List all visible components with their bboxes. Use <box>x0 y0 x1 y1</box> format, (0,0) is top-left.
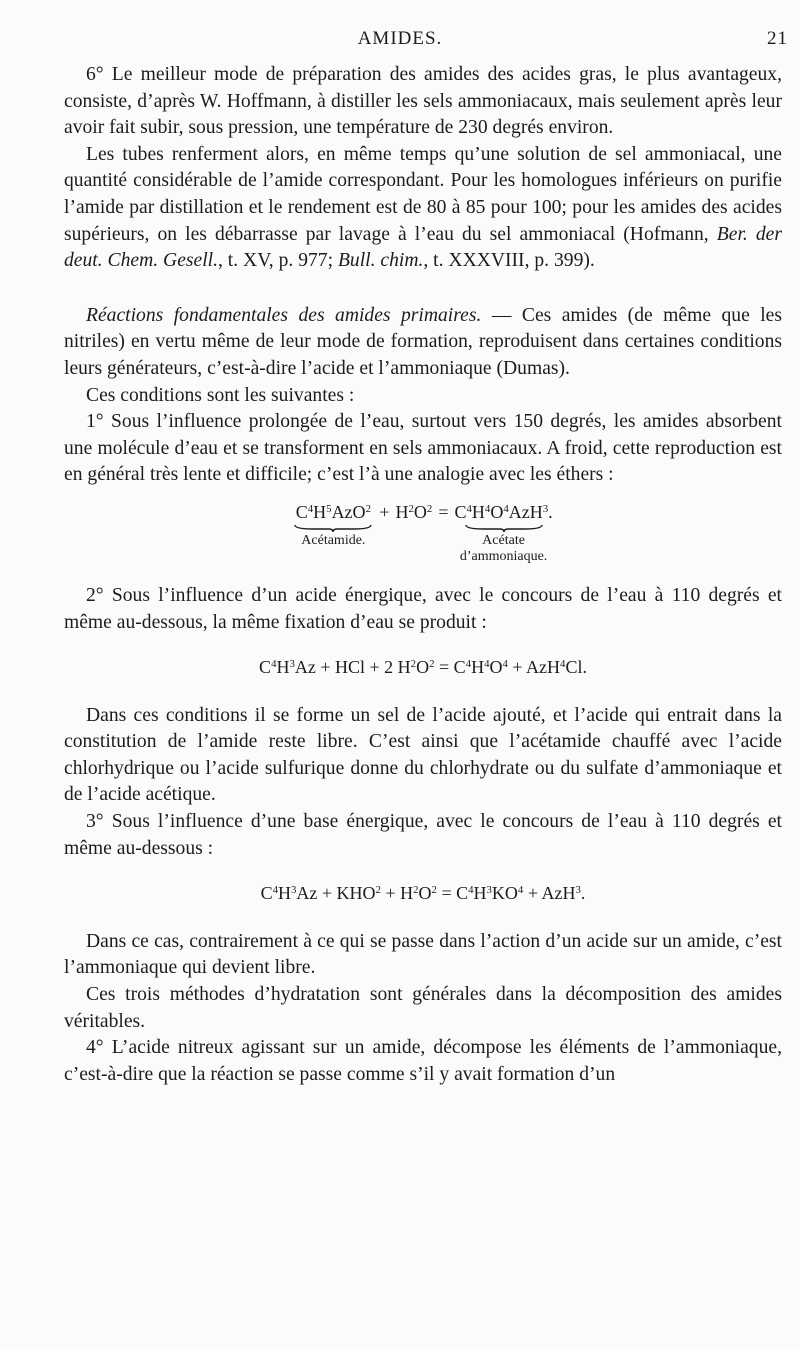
equation-term-acetamide <box>293 501 373 549</box>
formula-acetamide: $C^4H^5AzO^2$ <box>295 501 371 522</box>
paragraph-condition-2: 2° Sous l’influence d’un acide énergique, avec le concours de l’eau à 110 degrés et même au-dessous, la même fixation d’eau se produit : <box>64 584 782 633</box>
section-heading: Réactions fondamentales des amides primaires. <box>86 304 482 326</box>
page-number: 21 <box>767 28 788 49</box>
equation-acetamide-hydration <box>64 501 782 565</box>
running-title: AMIDES. <box>357 28 443 49</box>
running-header <box>0 28 800 54</box>
underbrace-icon <box>464 523 544 533</box>
formula-water: $H^2O^2$ <box>395 501 433 522</box>
paragraph-base-explanation: Dans ce cas, contrairement à ce qui se passe dans l’action d’un acide sur un amide, c’est l’ammoniaque qui devient libre. <box>64 930 782 979</box>
paragraph-methods: Ces trois méthodes d’hydratation sont générales dans la décomposition des amides véritables. <box>64 984 782 1032</box>
body-text <box>64 62 782 1088</box>
citation-bull: Bull. chim. <box>337 250 424 272</box>
equals-sign: = <box>438 501 449 522</box>
paragraph-6-preparation: 6° Le meilleur mode de préparation des amides des acides gras, le plus avantageux, consiste, d’après W. Hoffmann, à distiller les sels ammoniacaux, mais seulement après leur avoir fait subir, sous pression, une température de 230 degrés environ. <box>64 64 782 139</box>
equation-acid-hydration: $C^4H^3Az$ + HCl + 2 $H^2O^2 = C^4H^4O^4 + AzH^4Cl$. <box>259 657 587 678</box>
equation-term-acetate <box>454 501 552 565</box>
caption-acetate: Acétate <box>482 532 525 548</box>
paragraph-reactions: Réactions fondamentales des amides primaires. — Ces amides (de même que les nitriles) en vertu même de leur mode de formation, reproduisent dans certaines conditions leurs générateurs, c’est-à-dire l’acide et l’ammoniaque (Dumas). <box>64 304 782 379</box>
equation-base-hydration: $C^4H^3Az + KHO^2 + H^2O^2 = C^4H^3KO^4 + AzH^3$. <box>260 883 586 904</box>
paragraph-condition-1: 1° Sous l’influence prolongée de l’eau, surtout vers 150 degrés, les amides absorbent une molécule d’eau et se transforment en sels ammoniacaux. A froid, cette reproduction est en général très lente et difficile; c’est l’à une analogie avec les éthers : <box>64 411 782 486</box>
paragraph-acid-explanation: Dans ces conditions il se forme un sel de l’acide ajouté, et l’acide qui entrait dans la constitution de l’amide reste libre. C’est ainsi que l’acétamide chauffé avec l’acide chlorhydrique ou l’acide sulfurique donne du chlorhydrate ou du sulfate d’ammoniaque et de l’acide acétique. <box>64 704 782 806</box>
paragraph-condition-3: 3° Sous l’influence d’une base énergique, avec le concours de l’eau à 110 degrés et même au-dessous : <box>64 811 782 859</box>
citation-ber: Ber. der deut. Chem. Gesell. <box>64 223 782 272</box>
formula-acetate: $C^4H^4O^4AzH^3$. <box>454 501 553 522</box>
caption-ammoniaque: d’ammoniaque. <box>459 548 548 564</box>
paragraph-condition-4: 4° L’acide nitreux agissant sur un amide, décompose les éléments de l’ammoniaque, c’est-à-dire que la réaction se passe comme s’il y avait formation d’un <box>64 1037 782 1085</box>
plus-sign: + <box>379 501 390 522</box>
caption-acetamide: Acétamide. <box>301 532 366 548</box>
paragraph-conditions: Ces conditions sont les suivantes : <box>86 384 355 406</box>
underbrace-icon <box>293 523 373 533</box>
paragraph-hofmann-tubes: Les tubes renferment alors, en même temps qu’une solution de sel ammoniacal, une quantité considérable de l’amide correspondant. Pour les homologues inférieurs on purifie l’amide par distillation et le rendement est de 80 à 85 pour 100; pour les amides des acides supérieurs, on les débarrasse par lavage à l’eau du sel ammoniacal (Hofmann, Ber. der deut. Chem. Gesell., t. XV, p. 977; Bull. chim., t. XXXVIII, p. 399). <box>64 143 782 272</box>
